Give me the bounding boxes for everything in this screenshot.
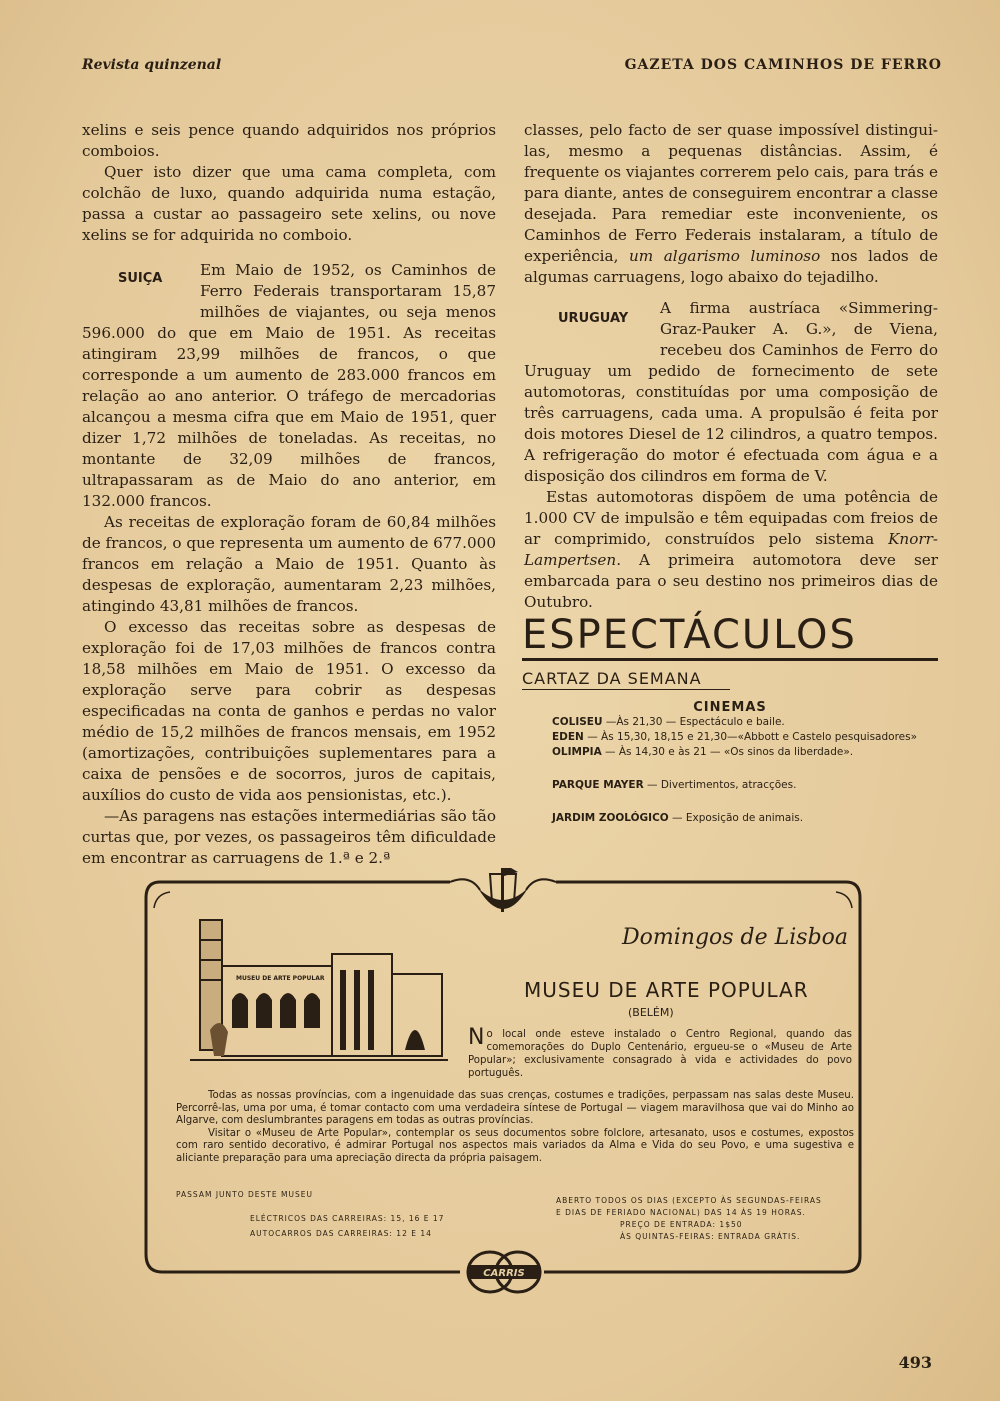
transit-title: PASSAM JUNTO DESTE MUSEU (176, 1190, 313, 1199)
list-item: JARDIM ZOOLÓGICO — Exposição de animais. (552, 812, 804, 824)
cinema-list (552, 715, 938, 826)
page-number: 493 (898, 1353, 932, 1372)
carris-logo-text: CARRIS (483, 1268, 525, 1279)
transit-bus: AUTOCARROS DAS CARREIRAS: 12 E 14 (250, 1229, 432, 1238)
hours-line-2: E DIAS DE FERIADO NACIONAL) DAS 14 ÀS 19 HORAS. (556, 1208, 806, 1217)
list-item: COLISEU —Às 21,30 — Espectáculo e baile. (552, 716, 785, 728)
paragraph: Quer isto dizer que uma cama completa, com colchão de luxo, quando adquirida numa estação, passa a custar ao passageiro sete xelins, ou nove xelins se for adquirida no comboio. (82, 163, 496, 244)
right-column (524, 120, 938, 613)
ad-title: MUSEU DE ARTE POPULAR (524, 978, 809, 1002)
header-left: Revista quinzenal (82, 57, 222, 73)
paragraph: Estas automotoras dispõem de uma potência de 1.000 CV de impulsão e têm equipadas com freios de ar comprimido, construídos pelo sistema Knorr-Lampertsen. A primeira automotora deve ser embarcada para o seu destino nos primeiros dias de Outubro. (524, 488, 938, 611)
espectaculos-title: ESPECTÁCULOS (522, 612, 938, 661)
carris-logo-icon (462, 1249, 546, 1295)
left-column (82, 120, 496, 869)
price: PREÇO DE ENTRADA: 1$50 (620, 1220, 743, 1229)
paragraph: —As paragens nas estações intermediárias são tão curtas que, por vezes, os passageiros têm dificuldade em encontrar as carruagens de 1.ª e 2.ª (82, 807, 496, 867)
paragraph: O excesso das receitas sobre as despesas de exploração foi de 17,03 milhões de francos contra 18,58 milhões em Maio de 1951. O excesso da exploração serve para cobrir as despesas especificadas na conta de ganhos e perdas no valor médio de 15,2 milhões de francos mensais, em 1952 (amortizações, contribuições suplementares para a caixa de pensões e de socorros, juros de capitais, auxílios do custo de vida aos pensionistas, etc.). (82, 618, 496, 804)
paragraph: Todas as nossas províncias, com a ingenuidade das suas crenças, costumes e tradições, perpassam nas salas deste Museu. Percorrê-las, uma por uma, é tomar contacto com uma verdadeira síntese de Portugal — viagem maravilhosa que vai do Minho ao Algarve, com deslumbrantes paragens em todas as outras províncias. (176, 1090, 854, 1126)
free-entry: ÀS QUINTAS-FEIRAS: ENTRADA GRÁTIS. (620, 1232, 801, 1241)
paragraph: classes, pelo facto de ser quase impossível distingui-las, mesmo a pequenas distâncias. Assim, é frequente os viajantes correrem pelo cais, para trás e para diante, antes de conseguirem encontrar a classe desejada. Para remediar este inconveniente, os Caminhos de Ferro Federais instalaram, a título de experiência, um algarismo luminoso nos lados de algumas carruagens, logo abaixo do tejadilho. (524, 121, 938, 286)
ad-intro: No local onde esteve instalado o Centro Regional, quando das comemorações do Duplo Centenário, ergueu-se o «Museu de Arte Popular»; exclusivamente consagrado à vida e actividades do povo português. (468, 1025, 852, 1079)
section-suica (82, 260, 496, 512)
list-item: PARQUE MAYER — Divertimentos, atracções. (552, 779, 797, 791)
ad-location: (BELÉM) (628, 1006, 674, 1019)
espectaculos-subtitle: CARTAZ DA SEMANA (522, 669, 730, 690)
paragraph: As receitas de exploração foram de 60,84 milhões de francos, o que representa um aumento de 677.000 francos em relação a Maio de 1951. Quanto às despesas de exploração, aumentaram 2,23 milhões, atingindo 43,81 milhões de francos. (82, 513, 496, 615)
museum-sign: MUSEU DE ARTE POPULAR (236, 975, 325, 982)
paragraph: A firma austríaca «Simmering-Graz-Pauker A. G.», de Viena, recebeu dos Caminhos de Ferro do Uruguay um pedido de fornecimento de sete automotoras, constituídas por uma composição de três carruagens, cada uma. A propulsão é feita por dois motores Diesel de 12 cilindros, a quatro tempos. A refrigeração do motor é efectuada com água e a disposição dos cilindros em forma de V. (524, 299, 938, 485)
paragraph: Em Maio de 1952, os Caminhos de Ferro Federais transportaram 15,87 milhões de viajantes, ou seja menos 596.000 do que em Maio de 1951. As receitas atingiram 23,99 milhões de francos, o que corresponde a um aumento de 283.000 francos em relação ao ano anterior. O tráfego de mercadorias alcançou a mesma cifra que em Maio de 1951, quer dizer 1,72 milhões de toneladas. As receitas, no montante de 32,09 milhões de francos, ultrapassaram as de Maio do ano anterior, em 132.000 francos. (82, 261, 496, 510)
espectaculos-section (522, 612, 938, 826)
ad-brand: Domingos de Lisboa (622, 925, 849, 950)
cinemas-title: CINEMAS (693, 700, 767, 715)
ad-body (176, 1090, 854, 1165)
section-heading: SUIÇA (118, 271, 163, 286)
hours-line-1: ABERTO TODOS OS DIAS (EXCEPTO ÀS SEGUNDAS-FEIRAS (556, 1196, 822, 1205)
section-uruguay (524, 298, 938, 487)
header-right: GAZETA DOS CAMINHOS DE FERRO (624, 57, 942, 73)
paragraph: xelins e seis pence quando adquiridos nos próprios comboios. (82, 121, 496, 160)
museum-illustration-icon (180, 910, 452, 1070)
list-item: EDEN — Às 15,30, 18,15 e 21,30—«Abbott e Castelo pesquisadores» (552, 731, 918, 743)
ship-ornament-icon (478, 868, 528, 912)
paragraph: Visitar o «Museu de Arte Popular», contemplar os seus documentos sobre folclore, artesanato, usos e costumes, expostos com raro sentido decorativo, é admirar Portugal nos aspectos mais variados da Alma e Vida do seu Povo, e uma sugestiva e aliciante preparação para uma apreciação directa da própria paisagem. (176, 1127, 854, 1164)
transit-tram: ELÉCTRICOS DAS CARREIRAS: 15, 16 E 17 (250, 1214, 445, 1223)
list-item: OLIMPIA — Às 14,30 e às 21 — «Os sinos da liberdade». (552, 746, 854, 758)
section-heading: URUGUAY (558, 311, 629, 326)
